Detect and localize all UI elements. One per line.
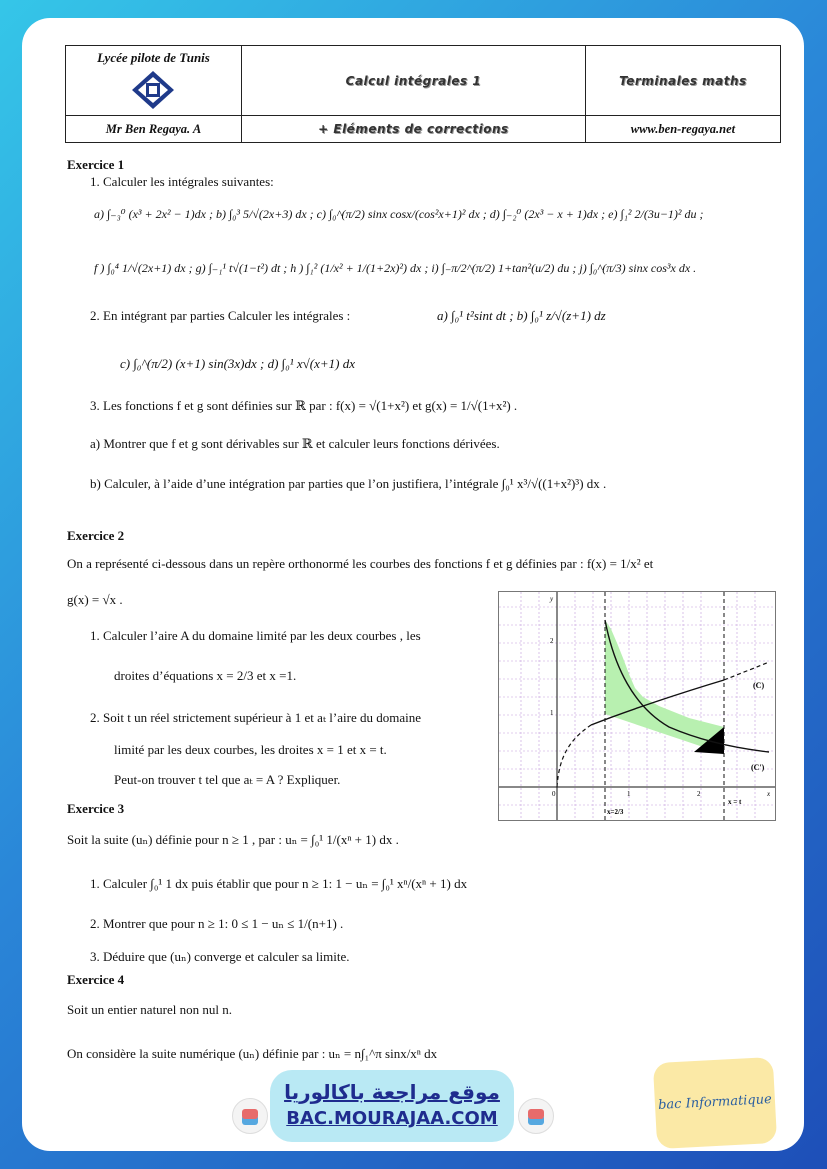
tick-x-1: 1	[627, 790, 631, 798]
ex1-q3b: b) Calculer, à l’aide d’une intégration par parties que l’on justifiera, l’intégrale ∫₀¹ x³/√((1+x²)³) dx .	[90, 476, 607, 491]
book-icon-left	[232, 1098, 268, 1134]
ex1-q1: 1. Calculer les intégrales suivantes:	[90, 174, 274, 189]
ex2-title: Exercice 2	[67, 528, 125, 543]
curve-g-dashed-start	[557, 725, 591, 787]
ex1-integrals-row2: f ) ∫₀⁴ 1/√(2x+1) dx ; g) ∫₋₁¹ t√(1−t²) dt ; h ) ∫₁² (1/x² + 1/(1+2x)²) dx ; i) ∫₋π/2^(π/2) 1+tan²(u/2) du ; j) ∫₀^(π/3) sinx cos³x dx .	[94, 261, 697, 275]
school-name: Lycée pilote de Tunis	[97, 50, 210, 65]
ex3-q2: 2. Montrer que pour n ≥ 1: 0 ≤ 1 − uₙ ≤ 1/(n+1) .	[90, 916, 344, 931]
document-page	[22, 18, 804, 1151]
ex1-q2cd: c) ∫₀^(π/2) (x+1) sin(3x)dx ; d) ∫₀¹ x√(x+1) dx	[120, 356, 356, 371]
school-cell	[66, 46, 242, 116]
ex4-line2: On considère la suite numérique (uₙ) définie par : uₙ = n∫₁^π sinx/xⁿ dx	[67, 1046, 438, 1061]
ex3-q1: 1. Calculer ∫₀¹ 1 dx puis établir que pour n ≥ 1: 1 − uₙ = ∫₀¹ xⁿ/(xⁿ + 1) dx	[90, 876, 468, 891]
function-graph	[498, 591, 776, 821]
subtitle-cell	[241, 116, 585, 143]
y-axis-label: y	[550, 595, 554, 603]
ex2-q2b: limité par les deux courbes, les droites x = 1 et x = t.	[114, 742, 387, 757]
ex1-q3: 3. Les fonctions f et g sont définies sur ℝ par : f(x) = √(1+x²) et g(x) = 1/√(1+x²) .	[90, 398, 518, 413]
ex3-q3: 3. Déduire que (uₙ) converge et calculer sa limite.	[90, 949, 350, 964]
document-title: Calcul intégrales 1	[345, 73, 482, 88]
author: Mr Ben Regaya. A	[66, 116, 242, 143]
tick-x-2: 2	[697, 790, 701, 798]
x-axis-label: x	[767, 790, 771, 798]
ex1-title: Exercice 1	[67, 157, 125, 172]
ex1-integrals-row1: a) ∫₋₃⁰ (x³ + 2x² − 1)dx ; b) ∫₀³ 5/√(2x+3) dx ; c) ∫₀^(π/2) sinx cosx/(cos²x+1)² dx ; d) ∫₋₂⁰ (2x³ − x + 1)dx ; e) ∫₁² 2/(3u−1)² du ;	[94, 207, 704, 221]
ex3-title: Exercice 3	[67, 801, 125, 816]
ex2-intro: On a représenté ci-dessous dans un repère orthonormé les courbes des fonctions f et g définies par : f(x) = 1/x² et	[67, 556, 654, 571]
ex1-q2ab: a) ∫₀¹ t²sint dt ; b) ∫₀¹ z/√(z+1) dz	[437, 308, 606, 323]
site-url[interactable]: BAC.MOURAJAA.COM	[286, 1108, 498, 1129]
ex1-q3a: a) Montrer que f et g sont dérivables sur ℝ et calculer leurs fonctions dérivées.	[90, 436, 500, 451]
label-c: (C)	[753, 681, 765, 690]
ex2-q2a: 2. Soit t un réel strictement supérieur à 1 et aₜ l’aire du domaine	[90, 710, 421, 725]
bac-informatique-badge: bac Informatique	[653, 1057, 777, 1149]
class-level: Terminales maths	[619, 73, 747, 88]
school-logo-icon	[131, 70, 175, 110]
label-c-prime: (C')	[751, 763, 765, 772]
site-name-arabic: موقع مراجعة باكالوريا	[284, 1080, 500, 1104]
ex3-intro: Soit la suite (uₙ) définie pour n ≥ 1 , par : uₙ = ∫₀¹ 1/(xⁿ + 1) dx .	[67, 832, 399, 847]
ex2-q1b: droites d’équations x = 2/3 et x =1.	[114, 668, 297, 683]
label-x-two-thirds: x=2/3	[607, 808, 624, 816]
tick-y-1: 1	[550, 709, 554, 717]
ex1-q2: 2. En intégrant par parties Calculer les intégrales :	[90, 308, 351, 323]
label-x-t: x = t	[728, 798, 742, 806]
tick-y-2: 2	[550, 637, 554, 645]
ex4-intro: Soit un entier naturel non nul n.	[67, 1002, 233, 1017]
ex2-intro2: g(x) = √x .	[67, 592, 123, 607]
origin-label: 0	[552, 790, 556, 798]
ex2-q2c: Peut-on trouver t tel que aₜ = A ? Expliquer.	[114, 772, 341, 787]
curve-g-dashed-end	[724, 662, 769, 680]
website[interactable]: www.ben-regaya.net	[585, 116, 780, 143]
book-icon-right	[518, 1098, 554, 1134]
header-table	[65, 45, 781, 143]
area-region-a	[605, 620, 724, 754]
ex4-title: Exercice 4	[67, 972, 125, 987]
ex2-q1a: 1. Calculer l’aire A du domaine limité par les deux courbes , les	[90, 628, 421, 643]
site-banner[interactable]	[270, 1070, 514, 1142]
title-cell	[241, 46, 585, 116]
level-cell	[585, 46, 780, 116]
subtitle: + Eléments de corrections	[318, 122, 509, 136]
graph-svg	[499, 592, 775, 820]
